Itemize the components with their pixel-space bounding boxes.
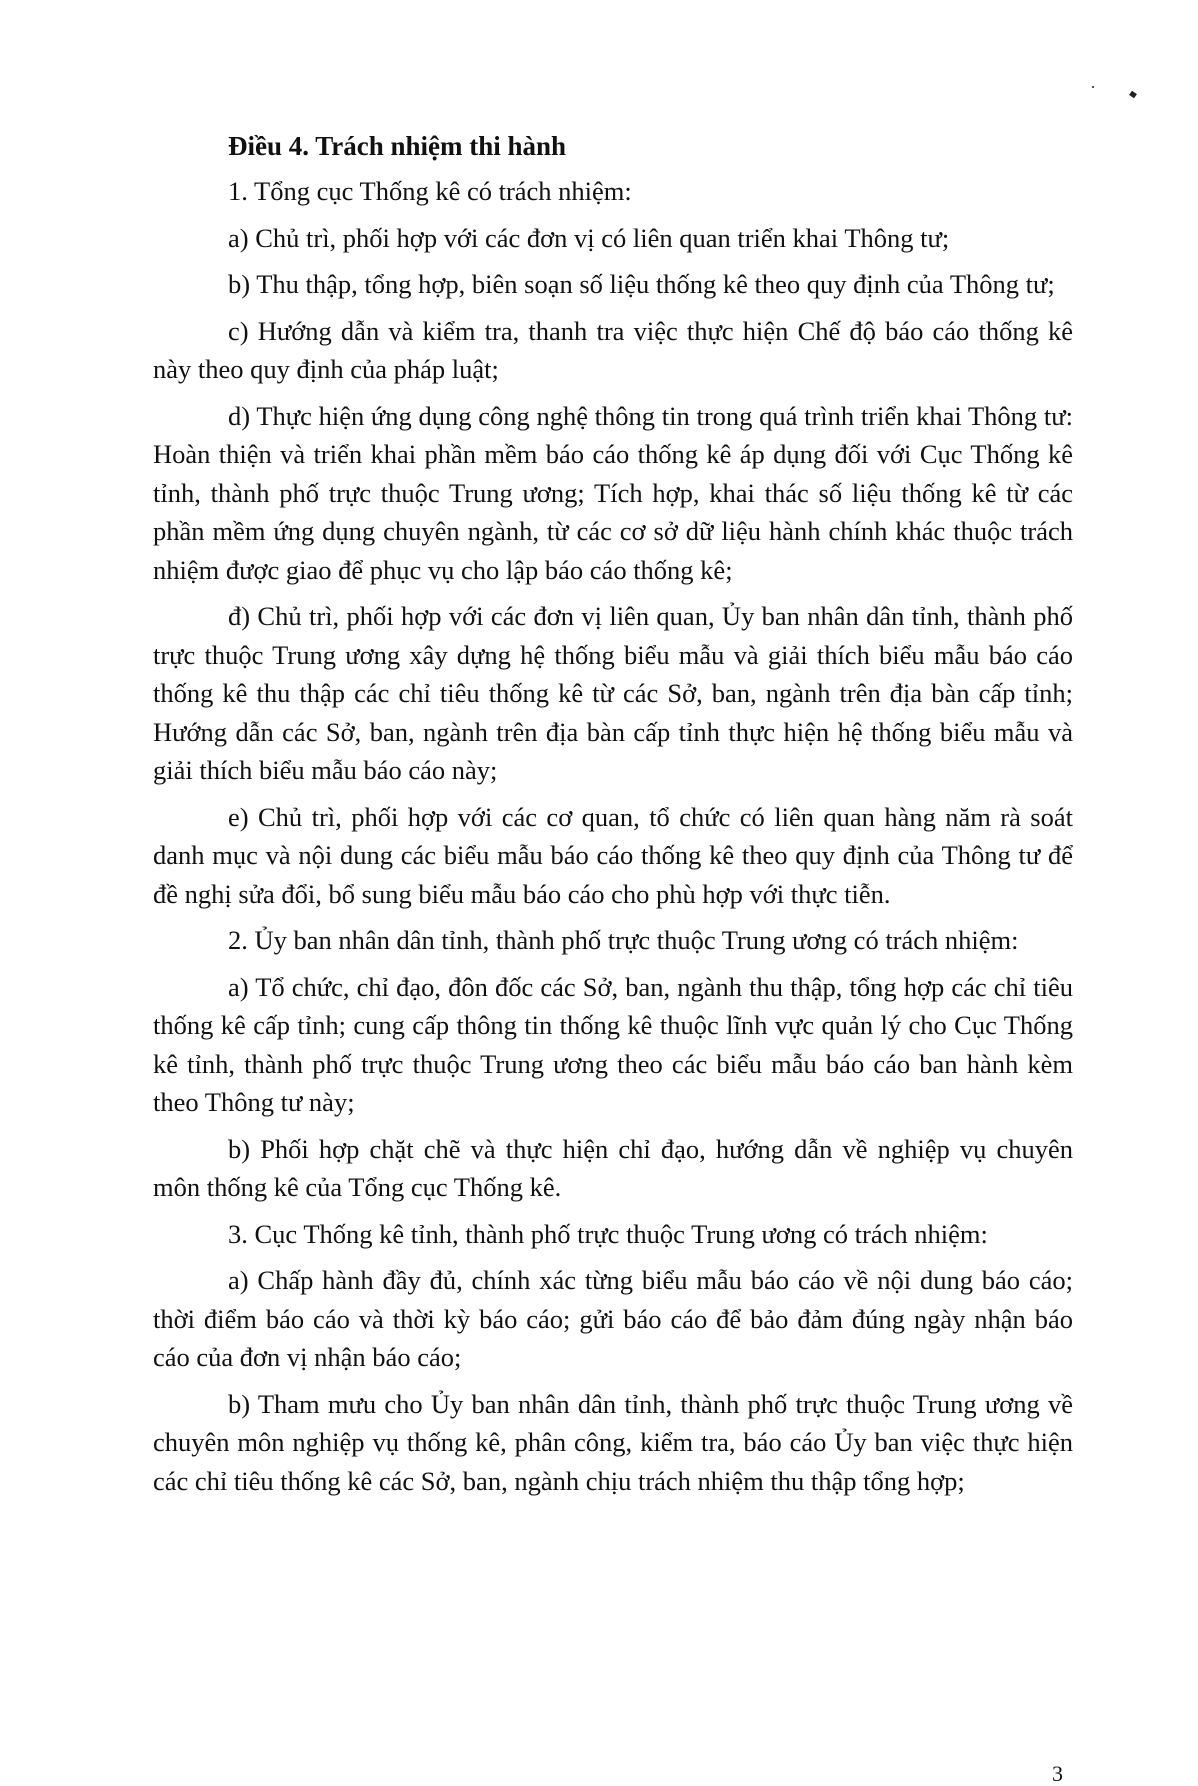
paragraph-1a: a) Chủ trì, phối hợp với các đơn vị có liên quan triển khai Thông tư; bbox=[228, 222, 950, 253]
document-body bbox=[153, 128, 1073, 1508]
paragraph-3a: a) Chấp hành đầy đủ, chính xác từng biểu mẫu báo cáo về nội dung báo cáo; thời điểm báo cáo và thời kỳ báo cáo; gửi báo cáo để bảo đảm đúng ngày nhận báo cáo của đơn vị nhận báo cáo; bbox=[153, 1265, 1073, 1372]
paragraph-2a: a) Tổ chức, chỉ đạo, đôn đốc các Sở, ban, ngành thu thập, tổng hợp các chỉ tiêu thống kê cấp tỉnh; cung cấp thông tin thống kê thuộc lĩnh vực quản lý cho Cục Thống kê tỉnh, thành phố trực thuộc Trung ương theo các biểu mẫu báo cáo ban hành kèm theo Thông tư này; bbox=[153, 971, 1073, 1117]
paragraph-1dd: đ) Chủ trì, phối hợp với các đơn vị liên quan, Ủy ban nhân dân tỉnh, thành phố trực thuộc Trung ương xây dựng hệ thống biểu mẫu và giải thích biểu mẫu báo cáo thống kê thu thập các chỉ tiêu thống kê từ các Sở, ban, ngành trên địa bàn cấp tỉnh; Hướng dẫn các Sở, ban, ngành trên địa bàn cấp tỉnh thực hiện hệ thống biểu mẫu và giải thích biểu mẫu báo cáo này; bbox=[153, 601, 1073, 785]
paragraph-2: 2. Ủy ban nhân dân tỉnh, thành phố trực thuộc Trung ương có trách nhiệm: bbox=[228, 925, 1019, 955]
paragraph-3b: b) Tham mưu cho Ủy ban nhân dân tỉnh, thành phố trực thuộc Trung ương về chuyên môn nghiệp vụ thống kê, phân công, kiểm tra, báo cáo Ủy ban việc thực hiện các chỉ tiêu thống kê các Sở, ban, ngành chịu trách nhiệm thu thập tổng hợp; bbox=[153, 1388, 1073, 1496]
scan-mark bbox=[1129, 91, 1137, 99]
paragraph-1: 1. Tổng cục Thống kê có trách nhiệm: bbox=[228, 176, 632, 206]
paragraph-2b: b) Phối hợp chặt chẽ và thực hiện chỉ đạo, hướng dẫn về nghiệp vụ chuyên môn thống kê của Tổng cục Thống kê. bbox=[153, 1133, 1073, 1202]
paragraph-1e: e) Chủ trì, phối hợp với các cơ quan, tổ chức có liên quan hàng năm rà soát danh mục và nội dung các biểu mẫu báo cáo thống kê theo quy định của Thông tư để đề nghị sửa đổi, bổ sung biểu mẫu báo cáo cho phù hợp với thực tiễn. bbox=[153, 801, 1073, 909]
paragraph-1c: c) Hướng dẫn và kiểm tra, thanh tra việc thực hiện Chế độ báo cáo thống kê này theo quy định của pháp luật; bbox=[153, 315, 1073, 384]
paragraph-1b: b) Thu thập, tổng hợp, biên soạn số liệu thống kê theo quy định của Thông tư; bbox=[228, 269, 1055, 299]
page-number: 3 bbox=[1052, 1761, 1063, 1786]
article-heading: Điều 4. Trách nhiệm thi hành bbox=[228, 131, 567, 161]
paragraph-1d: d) Thực hiện ứng dụng công nghệ thông tin trong quá trình triển khai Thông tư: Hoàn thiện và triển khai phần mềm báo cáo thống kê áp dụng đối với Cục Thống kê tỉnh, thành phố trực thuộc Trung ương; Tích hợp, khai thác số liệu thống kê từ các phần mềm ứng dụng chuyên ngành, từ các cơ sở dữ liệu hành chính khác thuộc trách nhiệm được giao để phục vụ cho lập báo cáo thống kê; bbox=[153, 400, 1073, 585]
paragraph-3: 3. Cục Thống kê tỉnh, thành phố trực thuộc Trung ương có trách nhiệm: bbox=[228, 1218, 988, 1249]
scan-speck bbox=[1092, 86, 1094, 88]
